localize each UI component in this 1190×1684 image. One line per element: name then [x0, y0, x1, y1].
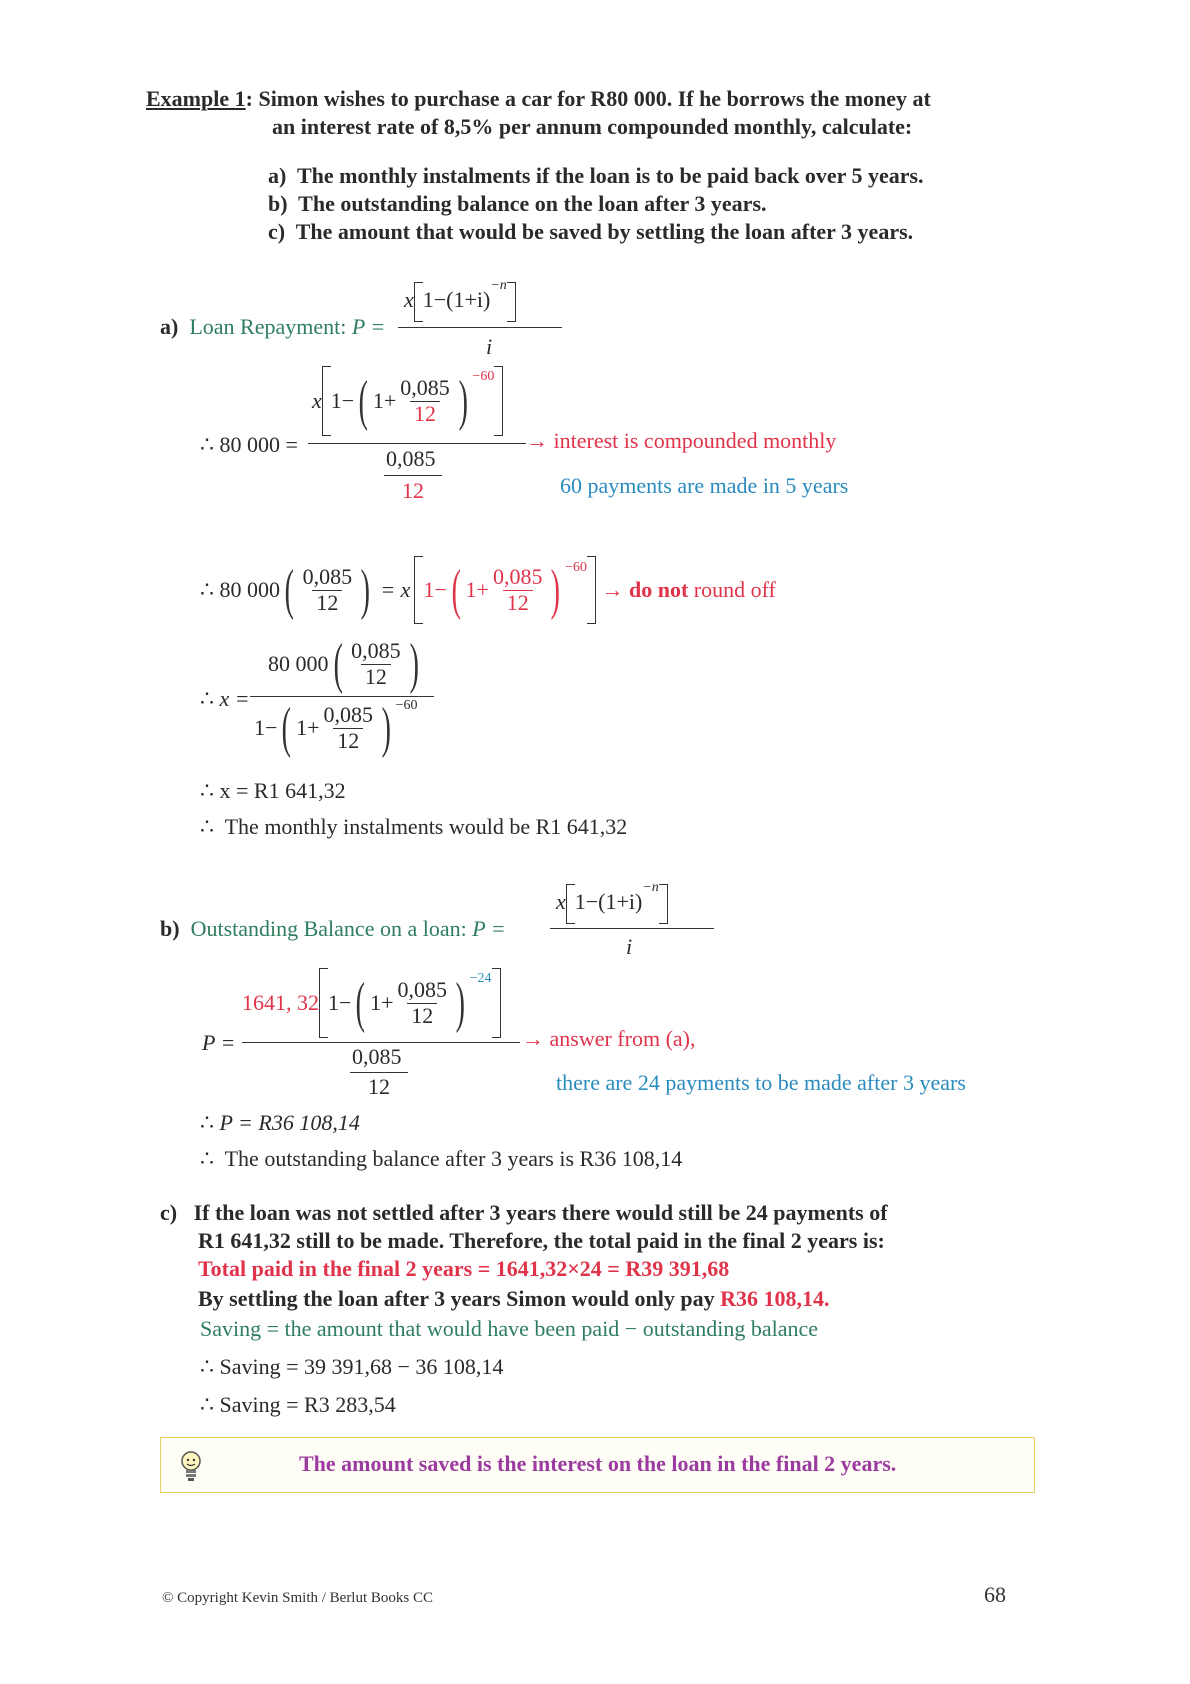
lightbulb-icon [177, 1449, 205, 1488]
step1-den-den: 12 [402, 478, 424, 503]
part-b-lhs: P = [202, 1030, 236, 1055]
step3-denominator: 1− ( 1+ $\frac{0,085}{12}$ ) −60 [254, 697, 418, 759]
step1-lhs: ∴ 80 000 = [200, 432, 298, 457]
note-60-payments: 60 payments are made in 5 years [560, 473, 849, 498]
example-intro: Example 1: Simon wishes to purchase a car for R80 000. If he borrows the money at [146, 86, 931, 111]
list-item: c) The amount that would be saved by settling the loan after 3 years. [268, 219, 914, 244]
tip-text: The amount saved is the interest on the loan in the final 2 years. [299, 1451, 897, 1476]
page-number: 68 [984, 1582, 1006, 1607]
part-b-heading: b) Outstanding Balance on a loan: P = [160, 916, 506, 941]
step1-numerator: x 1− ( 1+ $\frac{0,085}{12}$ ) −60 [312, 366, 503, 436]
part-b-numerator: 1641, 32 1− ( 1+ $\frac{0,085}{12}$ ) −24 [242, 968, 501, 1038]
step1-den-num: 0,085 [386, 446, 436, 471]
part-c-saving-definition: Saving = the amount that would have been paid − outstanding balance [200, 1316, 819, 1341]
example-label: Example 1 [146, 86, 246, 111]
example-line1: Simon wishes to purchase a car for R80 000. If he borrows the money at [258, 86, 931, 111]
note-compounded: → interest is compounded monthly [526, 428, 837, 453]
list-item: b) The outstanding balance on the loan after 3 years. [268, 191, 767, 216]
step2-equation: ∴ 80 000 ( $\frac{0,085}{12}$ ) = x 1− ( 1+ $\frac{0,085}{12}$ ) −60 → do not round off [200, 556, 776, 624]
note-answer-from-a: → answer from (a), [522, 1026, 696, 1051]
annuity-formula-numerator: x $1-(1+i)^{-n}$ [404, 282, 516, 322]
note-24-payments: there are 24 payments to be made after 3 years [556, 1070, 966, 1095]
part-a-result: ∴ x = R1 641,32 [200, 778, 346, 803]
part-c-saving-calc: ∴ Saving = 39 391,68 − 36 108,14 [200, 1354, 504, 1379]
list-item: a) The monthly instalments if the loan is to be paid back over 5 years. [268, 163, 924, 188]
footer-copyright: © Copyright Kevin Smith / Berlut Books CC [162, 1590, 433, 1606]
part-b-conclusion: ∴ The outstanding balance after 3 years is R36 108,14 [200, 1146, 683, 1171]
step3-lhs: ∴ x = [200, 686, 250, 711]
part-b-den-num: 0,085 [352, 1044, 402, 1069]
part-a-conclusion: ∴ The monthly instalments would be R1 641,32 [200, 814, 628, 839]
part-c-settle: By settling the loan after 3 years Simon would only pay R36 108,14. [198, 1286, 830, 1311]
part-c-total-paid: Total paid in the final 2 years = 1641,32×24 = R39 391,68 [198, 1256, 730, 1281]
example-line2: an interest rate of 8,5% per annum compounded monthly, calculate: [272, 114, 913, 139]
annuity-formula-numerator-b: x $1-(1+i)^{-n}$ [556, 884, 668, 924]
step3-numerator: 80 000 ( $\frac{0,085}{12}$ ) [268, 633, 419, 695]
part-c-saving-result: ∴ Saving = R3 283,54 [200, 1392, 396, 1417]
annuity-formula-denominator-b: i [626, 934, 633, 959]
annuity-formula-denominator: i [486, 334, 493, 359]
part-b-den-den: 12 [368, 1074, 390, 1099]
part-a-heading: a) Loan Repayment: P = [160, 314, 386, 339]
part-b-result: ∴ P = R36 108,14 [200, 1110, 360, 1135]
part-c-line1: c) If the loan was not settled after 3 years there would still be 24 payments of [160, 1200, 888, 1225]
tip-box [160, 1437, 1035, 1493]
part-c-line2: R1 641,32 still to be made. Therefore, the total paid in the final 2 years is: [198, 1228, 885, 1253]
